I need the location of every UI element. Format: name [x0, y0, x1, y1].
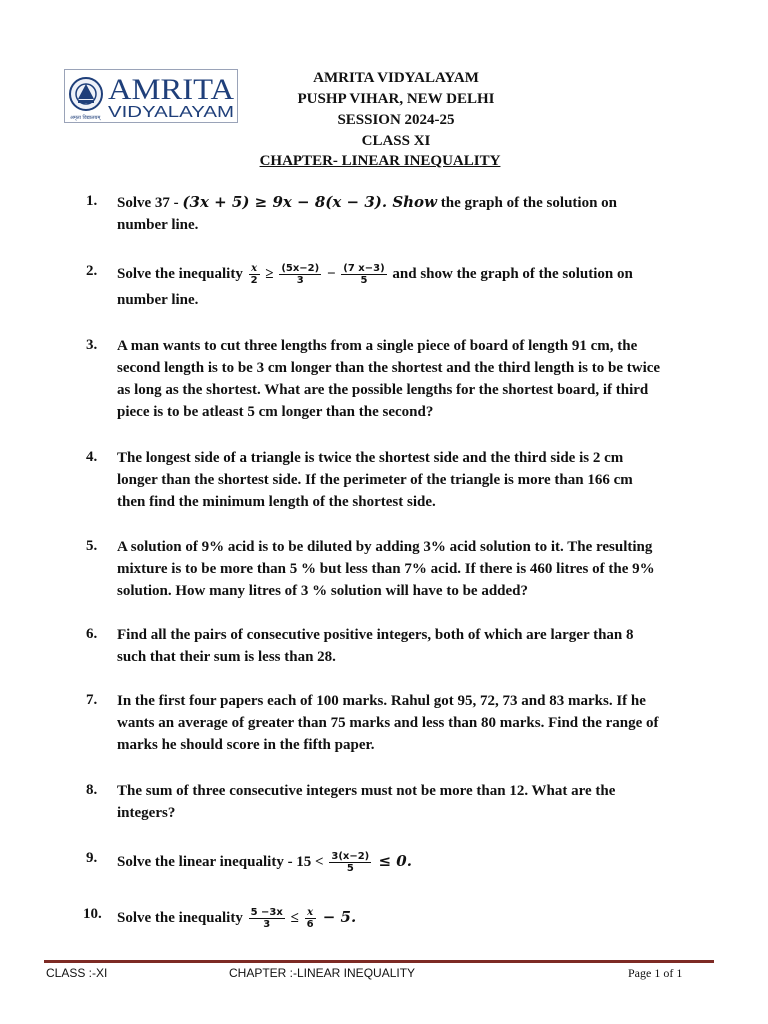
chapter-title: CHAPTER- LINEAR INEQUALITY — [259, 153, 501, 169]
question-8: The sum of three consecutive integers must not be more than 12. What are the integers? — [117, 783, 616, 821]
denominator: 3 — [296, 275, 304, 287]
question-10 — [117, 904, 662, 931]
question-number: 8. — [86, 782, 98, 798]
numerator: 5 −3x — [250, 907, 283, 919]
question-number: 9. — [86, 850, 98, 866]
school-name: AMRITA VIDYALAYAM — [313, 70, 479, 86]
question-text: Solve the inequality — [117, 266, 247, 282]
question-number: 1. — [86, 193, 98, 209]
question-number: 7. — [86, 692, 98, 708]
relation: ≤ — [286, 910, 303, 926]
footer-chapter: CHAPTER :-LINEAR INEQUALITY — [229, 966, 416, 980]
question-3: A man wants to cut three lengths from a single piece of board of length 91 cm, the second length is to be 3 cm longer than the shortest and the third length is to be twice as long as the shortest. What are the possible lengths for the shortest board, if third piece is to be atleast 5 cm longer than the second? — [117, 338, 661, 420]
question-number: 4. — [86, 449, 98, 465]
logo-tagline: अमृता विद्यालयम् — [70, 115, 101, 121]
fraction — [249, 263, 260, 286]
question-number: 2. — [86, 263, 98, 279]
footer-class: CLASS :-XI — [46, 966, 108, 980]
session: SESSION 2024-25 — [337, 112, 455, 128]
question-text: Solve the linear inequality - 15 < — [117, 854, 328, 870]
numerator: 3(x−2) — [331, 851, 370, 863]
footer-page: Page 1 of 1 — [628, 966, 683, 980]
question-4: The longest side of a triangle is twice the shortest side and the third side is 2 cm longer than the shortest side. If the perimeter of the triangle is more than 166 cm then find the minimum length of the shortest side. — [117, 450, 633, 510]
numerator: x — [249, 263, 260, 275]
question-6: Find all the pairs of consecutive positive integers, both of which are larger than 8 such that their sum is less than 28. — [117, 627, 634, 665]
question-5: A solution of 9% acid is to be diluted by adding 3% acid solution to it. The resulting mixture is to be more than 5 % but less than 7% acid. If there is 460 litres of the 9% solution. How many litres of 3 % solution will have to be added? — [117, 539, 655, 599]
question-number: 10. — [83, 906, 102, 922]
fraction — [305, 907, 316, 930]
fraction — [279, 263, 321, 286]
question-number: 5. — [86, 538, 98, 554]
denominator: 5 — [346, 863, 354, 875]
question-number: 6. — [86, 626, 98, 642]
logo-amrita: AMRITA — [108, 73, 235, 106]
relation: ≥ — [261, 266, 278, 282]
question-7: In the first four papers each of 100 marks. Rahul got 95, 72, 73 and 83 marks. If he wants an average of greater than 75 marks and less than 80 marks. Find the range of marks he should score in the fifth paper. — [117, 693, 659, 753]
numerator: (5x−2) — [281, 263, 320, 275]
fraction — [249, 907, 285, 930]
operator: − — [323, 266, 340, 282]
question-number: 3. — [86, 337, 98, 353]
numerator: (7 x−3) — [343, 263, 385, 275]
denominator: 5 — [360, 275, 368, 287]
question-1 — [117, 191, 662, 236]
question-text: and show the graph of the solution on number line. — [117, 266, 633, 308]
fraction — [329, 851, 371, 874]
denominator: 2 — [250, 275, 258, 287]
math-expression: (3x + 5) ≥ 9x − 8(x − 3). Show — [182, 193, 437, 211]
class-label: CLASS XI — [361, 133, 431, 149]
denominator: 6 — [306, 919, 314, 931]
question-9 — [117, 848, 662, 875]
question-text: Solve the inequality — [117, 910, 247, 926]
question-text: Solve 37 - — [117, 195, 183, 211]
question-text: the graph of the solution on number line. — [117, 195, 618, 233]
numerator: x — [305, 907, 316, 919]
question-2 — [117, 261, 662, 313]
fraction — [341, 263, 386, 286]
math-expression: − 5. — [317, 908, 357, 926]
denominator: 3 — [263, 919, 271, 931]
math-expression: ≤ 0. — [373, 852, 412, 870]
school-location: PUSHP VIHAR, NEW DELHI — [297, 91, 495, 107]
footer-rule — [44, 960, 714, 963]
logo-vidyalayam: VIDYALAYAM — [108, 104, 234, 121]
